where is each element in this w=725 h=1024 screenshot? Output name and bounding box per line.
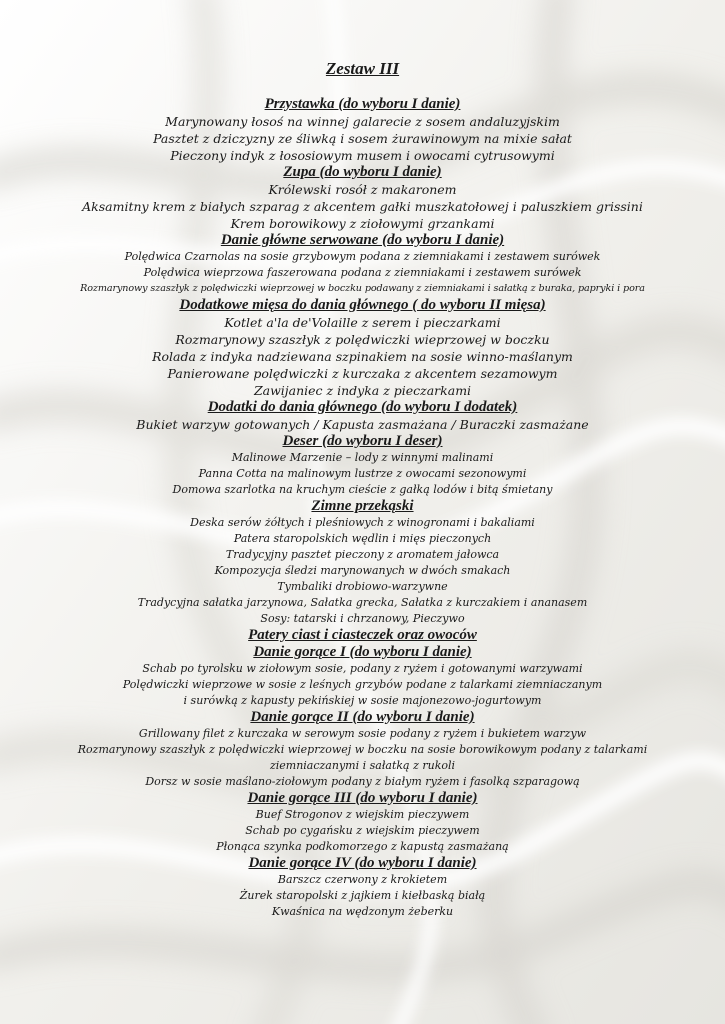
menu-item: Rozmarynowy szaszłyk z polędwiczki wieprzowej w boczku na sosie borowikowym podany z talarkami (77, 743, 648, 756)
section-heading: Patery ciast i ciasteczek oraz owoców (248, 627, 477, 643)
menu-item: Królewski rosół z makaronem (268, 182, 457, 197)
menu-title: Zestaw III (325, 59, 400, 78)
section-heading: Danie gorące I (do wyboru I danie) (253, 644, 472, 660)
menu-item: i surówką z kapusty pekińskiej w sosie majonezowo-jogurtowym (183, 694, 542, 707)
section-heading: Zupa (do wyboru I danie) (283, 164, 442, 180)
menu-item: Schab po cygańsku z wiejskim pieczywem (245, 824, 480, 837)
menu-item: Domowa szarlotka na kruchym cieście z gałką lodów i bitą śmietany (172, 483, 553, 496)
menu-item: Marynowany łosoś na winnej galarecie z sosem andaluzyjskim (165, 114, 560, 129)
section-heading: Dodatki do dania głównego (do wyboru I dodatek) (207, 399, 518, 415)
menu-item: Rozmarynowy szaszłyk z polędwiczki wieprzowej w boczku podawany z ziemniakami i sałatką z buraka, papryki i pora (80, 283, 645, 294)
menu-item: Żurek staropolski z jajkiem i kiełbaską białą (239, 889, 486, 902)
menu-item: Rozmarynowy szaszłyk z polędwiczki wieprzowej w boczku (175, 332, 550, 347)
menu-item: Panna Cotta na malinowym lustrze z owocami sezonowymi (198, 467, 527, 480)
section-heading: Danie gorące II (do wyboru I danie) (250, 709, 475, 725)
menu-document (0, 58, 725, 920)
menu-item: Schab po tyrolsku w ziołowym sosie, podany z ryżem i gotowanymi warzywami (142, 662, 583, 675)
menu-item: Tradycyjny pasztet pieczony z aromatem jałowca (225, 548, 500, 561)
menu-item: Panierowane polędwiczki z kurczaka z akcentem sezamowym (167, 366, 558, 381)
menu-item: Polędwica wieprzowa faszerowana podana z ziemniakami i zestawem surówek (143, 266, 582, 279)
menu-item: Płonąca szynka podkomorzego z kapustą zasmażaną (216, 840, 509, 853)
menu-item: Barszcz czerwony z krokietem (277, 873, 448, 886)
menu-item: Aksamitny krem z białych szparag z akcentem gałki muszkatołowej i paluszkiem grissini (82, 199, 643, 214)
menu-sections (0, 96, 725, 920)
section-heading: Dodatkowe mięsa do dania głównego ( do wyboru II mięsa) (179, 297, 546, 313)
menu-item: Krem borowikowy z ziołowymi grzankami (230, 216, 495, 231)
menu-item: Sosy: tatarski i chrzanowy, Pieczywo (260, 612, 465, 625)
menu-item: Pasztet z dziczyzny ze śliwką i sosem żurawinowym na mixie sałat (153, 131, 572, 146)
section-heading: Przystawka (do wyboru I danie) (264, 96, 461, 112)
menu-item: Bukiet warzyw gotowanych / Kapusta zasmażana / Buraczki zasmażane (136, 417, 589, 432)
section-heading: Danie gorące IV (do wyboru I danie) (248, 855, 477, 871)
menu-item: Zawijaniec z indyka z pieczarkami (253, 383, 472, 398)
menu-item: Malinowe Marzenie – lody z winnymi malinami (231, 451, 494, 464)
menu-item: Kotlet a'la de'Volaille z serem i pieczarkami (224, 315, 501, 330)
menu-item: Polędwiczki wieprzowe w sosie z leśnych grzybów podane z talarkami ziemniaczanym (122, 678, 603, 691)
menu-item: Dorsz w sosie maślano-ziołowym podany z białym ryżem i fasolką szparagową (145, 775, 580, 788)
menu-item: Kompozycja śledzi marynowanych w dwóch smakach (214, 564, 511, 577)
menu-item: Kwaśnica na wędzonym żeberku (271, 905, 454, 918)
section-heading: Zimne przekąski (311, 498, 414, 514)
menu-item: Grillowany filet z kurczaka w serowym sosie podany z ryżem i bukietem warzyw (138, 727, 587, 740)
menu-item: ziemniaczanymi i sałatką z rukoli (269, 759, 456, 772)
menu-item: Tymbaliki drobiowo-warzywne (277, 580, 448, 593)
section-heading: Deser (do wyboru I deser) (282, 433, 443, 449)
menu-item: Rolada z indyka nadziewana szpinakiem na sosie winno-maślanym (152, 349, 573, 364)
menu-item: Patera staropolskich wędlin i mięs pieczonych (233, 532, 492, 545)
menu-item: Pieczony indyk z łososiowym musem i owocami cytrusowymi (170, 148, 555, 163)
section-heading: Danie główne serwowane (do wyboru I danie) (220, 232, 505, 248)
section-heading: Danie gorące III (do wyboru I danie) (247, 790, 478, 806)
menu-item: Deska serów żółtych i pleśniowych z winogronami i bakaliami (190, 516, 535, 529)
menu-item: Polędwica Czarnolas na sosie grzybowym podana z ziemniakami i zestawem surówek (124, 250, 601, 263)
menu-item: Tradycyjna sałatka jarzynowa, Sałatka grecka, Sałatka z kurczakiem i ananasem (137, 596, 588, 609)
menu-item: Buef Strogonov z wiejskim pieczywem (255, 808, 470, 821)
